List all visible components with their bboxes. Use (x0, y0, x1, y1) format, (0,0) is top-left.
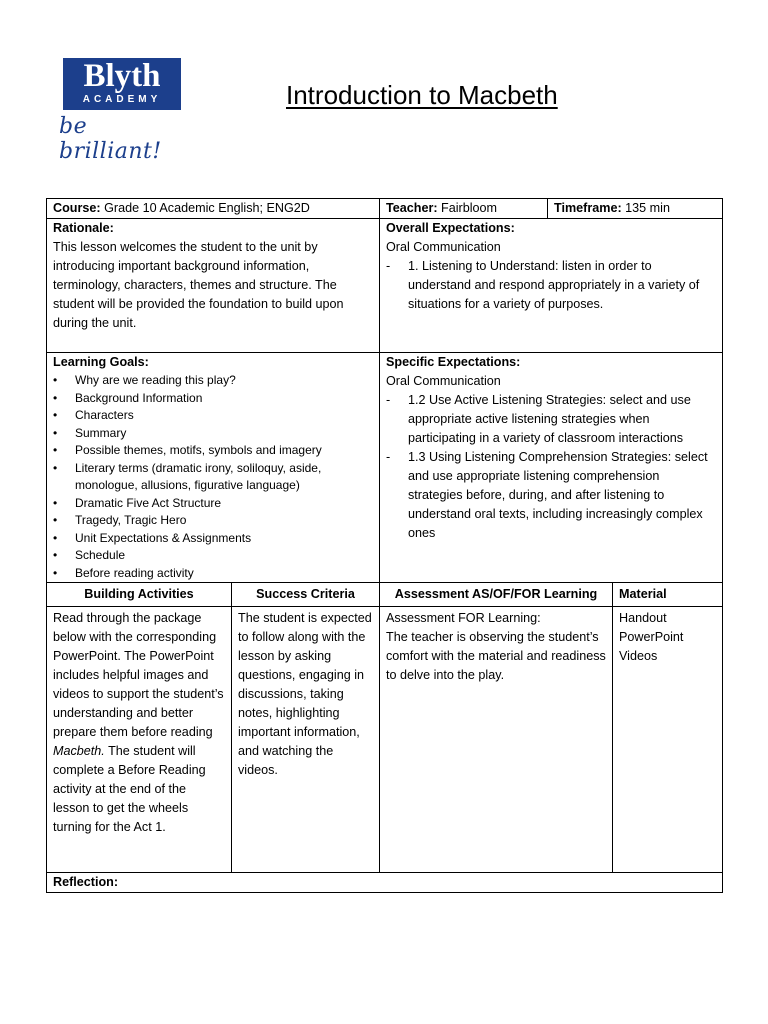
assessment-header: Assessment AS/OF/FOR Learning (380, 583, 613, 607)
timeframe-cell (548, 199, 723, 219)
assessment-title: Assessment FOR Learning: (386, 611, 541, 625)
material-item: PowerPoint (619, 630, 684, 644)
success-criteria-header: Success Criteria (232, 583, 380, 607)
goal-item: • Literary terms (dramatic irony, soliloquy, aside, monologue, allusions, figurative language) (75, 460, 373, 495)
building-text: Read through the package below with the corresponding PowerPoint. The PowerPoint includes helpful images and videos to support the student’s understanding and better prepare them before reading (53, 611, 224, 739)
assessment-text: The teacher is observing the student’s comfort with the material and readiness to delve into the play. (386, 630, 606, 682)
teacher-label: Teacher: (386, 201, 438, 215)
specific-item: - 1.3 Using Listening Comprehension Strategies: select and use appropriate listening comprehension strategies before, during, and after listening to understand oral texts, including increasingly complex ones (408, 448, 716, 543)
specific-list (386, 391, 716, 543)
rationale-text: This lesson welcomes the student to the unit by introducing important background information, terminology, characters, themes and structure. The student will be provided the foundation to build upon during the unit. (53, 240, 344, 330)
timeframe-label: Timeframe: (554, 201, 622, 215)
goal-item: • Unit Expectations & Assignments (75, 530, 373, 548)
overall-label: Overall Expectations: (386, 221, 515, 235)
material-item: Videos (619, 649, 658, 663)
material-item: Handout (619, 611, 667, 625)
specific-expectations-cell (380, 353, 723, 583)
building-play-title: Macbeth. (53, 744, 105, 758)
overall-item: - 1. Listening to Understand: listen in order to understand and respond appropriately in a variety of situations for a variety of purposes. (408, 257, 716, 314)
reflection-row (47, 873, 723, 893)
reflection-cell: Reflection: (47, 873, 723, 893)
building-activities-header: Building Activities (47, 583, 232, 607)
overall-list (386, 257, 716, 314)
course-cell (47, 199, 380, 219)
goal-item: • Dramatic Five Act Structure (75, 495, 373, 513)
page-title: Introduction to Macbeth (286, 80, 558, 110)
goal-item: • Background Information (75, 390, 373, 408)
overall-expectations-cell (380, 219, 723, 353)
activities-row (47, 607, 723, 873)
goal-item: • Summary (75, 425, 373, 443)
specific-label: Specific Expectations: (386, 355, 521, 369)
logo-name: Blyth (83, 58, 161, 94)
column-header-row (47, 583, 723, 607)
material-cell (613, 607, 723, 873)
rationale-label: Rationale: (53, 221, 114, 235)
course-label: Course: (53, 201, 101, 215)
header-row (47, 199, 723, 219)
learning-goals-cell (47, 353, 380, 583)
assessment-cell (380, 607, 613, 873)
success-criteria-cell: The student is expected to follow along with the lesson by asking questions, engaging in discussions, taking notes, highlighting important information, and watching the videos. (232, 607, 380, 873)
rationale-cell (47, 219, 380, 353)
specific-strand: Oral Communication (386, 374, 501, 388)
lesson-plan-table (46, 198, 723, 893)
goal-item: • Characters (75, 407, 373, 425)
goal-item: • Schedule (75, 547, 373, 565)
goal-item: • Tragedy, Tragic Hero (75, 512, 373, 530)
goal-item: • Why are we reading this play? (75, 372, 373, 390)
goals-list (53, 372, 373, 582)
building-activities-cell (47, 607, 232, 873)
overall-strand: Oral Communication (386, 240, 501, 254)
specific-item: - 1.2 Use Active Listening Strategies: select and use appropriate active listening strategies when participating in a variety of classroom interactions (408, 391, 716, 448)
rationale-row (47, 219, 723, 353)
material-header: Material (613, 583, 723, 607)
goals-row (47, 353, 723, 583)
goal-item: • Before reading activity (75, 565, 373, 583)
building-text-end: The student will complete a Before Reading activity at the end of the lesson to get the wheels turning for the Act 1. (53, 744, 206, 834)
goals-label: Learning Goals: (53, 355, 149, 369)
goal-item: • Possible themes, motifs, symbols and imagery (75, 442, 373, 460)
logo-subtitle: ACADEMY (82, 94, 162, 105)
teacher-cell (380, 199, 548, 219)
logo-tagline: be brilliant! (59, 114, 162, 164)
timeframe-value: 135 min (621, 201, 670, 215)
blyth-academy-logo (55, 56, 195, 164)
teacher-value: Fairbloom (437, 201, 498, 215)
course-value: Grade 10 Academic English; ENG2D (100, 201, 310, 215)
